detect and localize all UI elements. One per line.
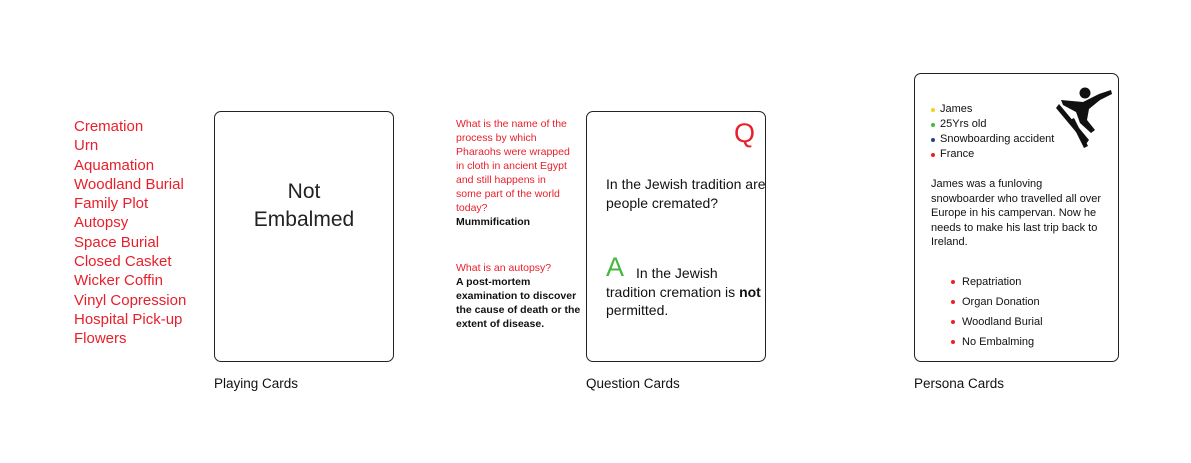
need-item: Organ Donation	[951, 292, 1043, 312]
example-question: What is the name of the process by which Pharaohs were wrapped in cloth in ancient Egypt and still happens in some part of the world today?	[456, 118, 570, 214]
bullet-dot	[931, 123, 935, 127]
bullet-dot	[931, 153, 935, 157]
playing-card-text: Not Embalmed	[253, 180, 355, 231]
playing-cards-caption: Playing Cards	[214, 376, 299, 391]
term-item: Space Burial	[74, 233, 160, 251]
bullet-dot	[951, 340, 955, 344]
info-row: 25Yrs old	[931, 117, 1054, 132]
term-item: Cremation	[74, 118, 144, 135]
example-answer: A post-mortem examination to discover the cause of death or the extent of disease.	[456, 276, 581, 330]
info-row: Snowboarding accident	[931, 132, 1054, 147]
question-example-1	[456, 117, 571, 229]
bullet-dot	[951, 300, 955, 304]
question-text: In the Jewish tradition are people cremated?	[606, 176, 766, 211]
question-letter: Q	[733, 118, 755, 148]
persona-description: James was a funloving snowboarder who travelled all over Europe in his campervan. Now he needs to make his last trip back to Ireland.	[931, 178, 1101, 248]
term-item: Vinyl Copression	[74, 291, 187, 309]
info-row: James	[931, 102, 1054, 117]
playing-card	[214, 111, 394, 362]
persona-card	[914, 73, 1119, 362]
term-item: Urn	[74, 137, 99, 155]
example-answer: Mummification	[456, 216, 531, 228]
bullet-dot	[951, 320, 955, 324]
term-item: Hospital Pick-up	[74, 310, 183, 328]
bullet-dot	[931, 108, 935, 112]
bullet-dot	[951, 280, 955, 284]
question-cards-caption: Question Cards	[586, 376, 680, 391]
term-item: Family Plot	[74, 195, 149, 213]
term-item: Autopsy	[74, 214, 129, 232]
question-example-2	[456, 261, 581, 331]
persona-cards-caption: Persona Cards	[914, 376, 1005, 391]
answer-text: In the Jewish tradition cremation is not permitted.	[606, 265, 761, 318]
example-question: What is an autopsy?	[456, 262, 552, 274]
need-item: No Embalming	[951, 332, 1043, 352]
answer-letter: A	[606, 252, 625, 282]
need-item: Repatriation	[951, 272, 1043, 292]
term-item: Woodland Burial	[74, 175, 184, 193]
term-item: Aquamation	[74, 156, 155, 174]
playing-terms-list	[74, 117, 186, 349]
term-item: Flowers	[74, 330, 127, 348]
need-item: Woodland Burial	[951, 312, 1043, 332]
question-card	[586, 111, 766, 362]
persona-info	[931, 102, 1054, 162]
snowboarder-icon	[1053, 82, 1115, 152]
term-item: Wicker Coffin	[74, 272, 163, 290]
persona-needs	[951, 272, 1043, 352]
term-item: Closed Casket	[74, 253, 172, 271]
info-row: France	[931, 147, 1054, 162]
bullet-dot	[931, 138, 935, 142]
